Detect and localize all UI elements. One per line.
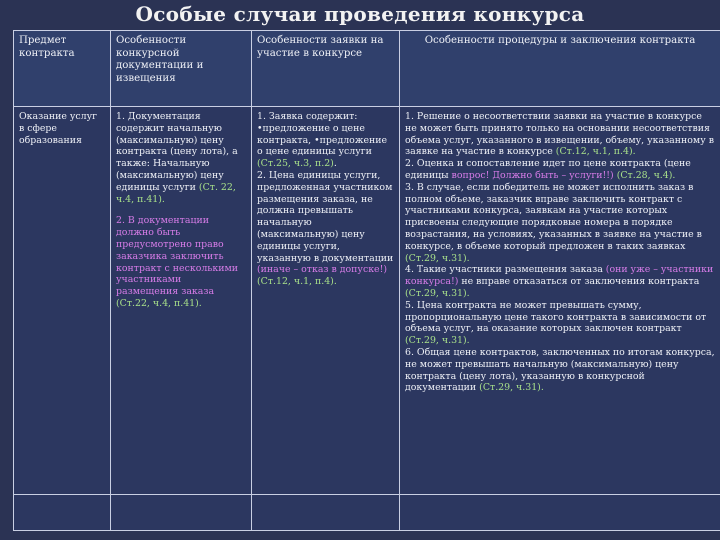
slide-title: Особые случаи проведения конкурса [135,2,585,26]
table-header-row [14,31,720,107]
cell-application [252,107,400,495]
proc-point-1-ref: (Ст.12, ч.1, п.4). [555,146,636,158]
empty-cell [400,495,720,531]
conditions-table [13,30,720,531]
cell-procedure [400,107,720,495]
header-procedure: Особенности процедуры и заключения контракта [400,31,720,107]
proc-point-6-ref: (Ст.29, ч.31). [479,382,544,394]
proc-point-2: 2. Оценка и сопоставление идет по цене контракта (цене единицы [405,158,691,181]
header-application: Особенности заявки на участие в конкурсе [252,31,400,107]
doc-point-1: 1. Документация содержит начальную (максимальную) цену контракта (цену лота), а также: Начальную (максимальную) цену единицы услуги [116,111,238,193]
proc-point-6: 6. Общая цене контрактов, заключенных по итогам конкурса, не может превышать начальную (максимальную) цену контракта (цену лота), указанную в конкурсной документации [405,346,715,394]
table-empty-row [14,495,720,531]
app-point-2: 2. Цена единицы услуги, предложенная участником размещения заказа, не должна превышать начальную (максимальную) цену единицы услуги, указанную в документации [257,169,394,264]
header-subject: Предмет контракта [14,31,111,107]
proc-point-5-ref: (Ст.29, ч.31). [405,335,470,347]
proc-point-3: 3. В случае, если победитель не может исполнить заказ в полном объеме, заказчик вправе заключить контракт с участниками конкурса, заявкам на участие которых присвоены следующие порядковые номера в порядке возрастания, на условиях, указанных в заявке на участие в конкурсе, в объеме который предложен в таких заявках [405,181,702,252]
app-point-1-ref: (Ст.25, ч.3, п.2) [257,158,334,170]
table-row [14,107,720,495]
cell-documentation [111,107,252,495]
spacer [116,205,246,215]
doc-point-2-ref: (Ст.22, ч.4, п.41). [116,297,202,309]
proc-point-2-note: вопрос! Должно быть – услуги!!) [451,169,614,181]
proc-point-4: 4. Такие участники размещения заказа [405,264,603,276]
doc-point-1-ref: (Ст. 22, ч.4, п.41). [116,181,236,205]
proc-point-2-ref: (Ст.28, ч.4). [616,169,676,181]
doc-point-2: 2. В документации должно быть предусмотрено право заказчика заключить контракт с несколькими участниками размещения заказа [116,215,239,298]
proc-point-4-ref: (Ст.29, ч.31). [405,287,470,299]
proc-point-1: 1. Решение о несоответствии заявки на участие в конкурсе не может быть принято только на основании несоответствия объема услуг, указанного в извещении, объему, указанному в заявке на участие в конкурсе [405,111,714,158]
header-documentation: Особенности конкурсной документации и извещения [111,31,252,107]
proc-point-5: 5. Цена контракта не может превышать сумму, пропорциональную цене такого контракта в зависимости от объема услуг, на оказание которых заключен контракт [405,299,707,335]
empty-cell [111,495,252,531]
app-point-2-note: (иначе – отказ в допуске!) [257,264,388,276]
empty-cell [252,495,400,531]
app-point-1-end: . [333,158,337,170]
cell-subject: Оказание услуг в сфере образования [14,107,111,495]
app-point-1: 1. Заявка содержит: •предложение о цене контракта, •предложение о цене единицы услуги [257,111,388,158]
empty-cell [14,495,111,531]
app-point-2-ref: (Ст.12, ч.1, п.4). [257,276,337,288]
proc-point-4-rest: не вправе отказаться от заключения контракта [461,276,700,288]
proc-point-3-ref: (Ст.29, ч.31). [405,252,470,264]
proc-point-4-note: (они уже – участники конкурса!) [405,264,714,288]
